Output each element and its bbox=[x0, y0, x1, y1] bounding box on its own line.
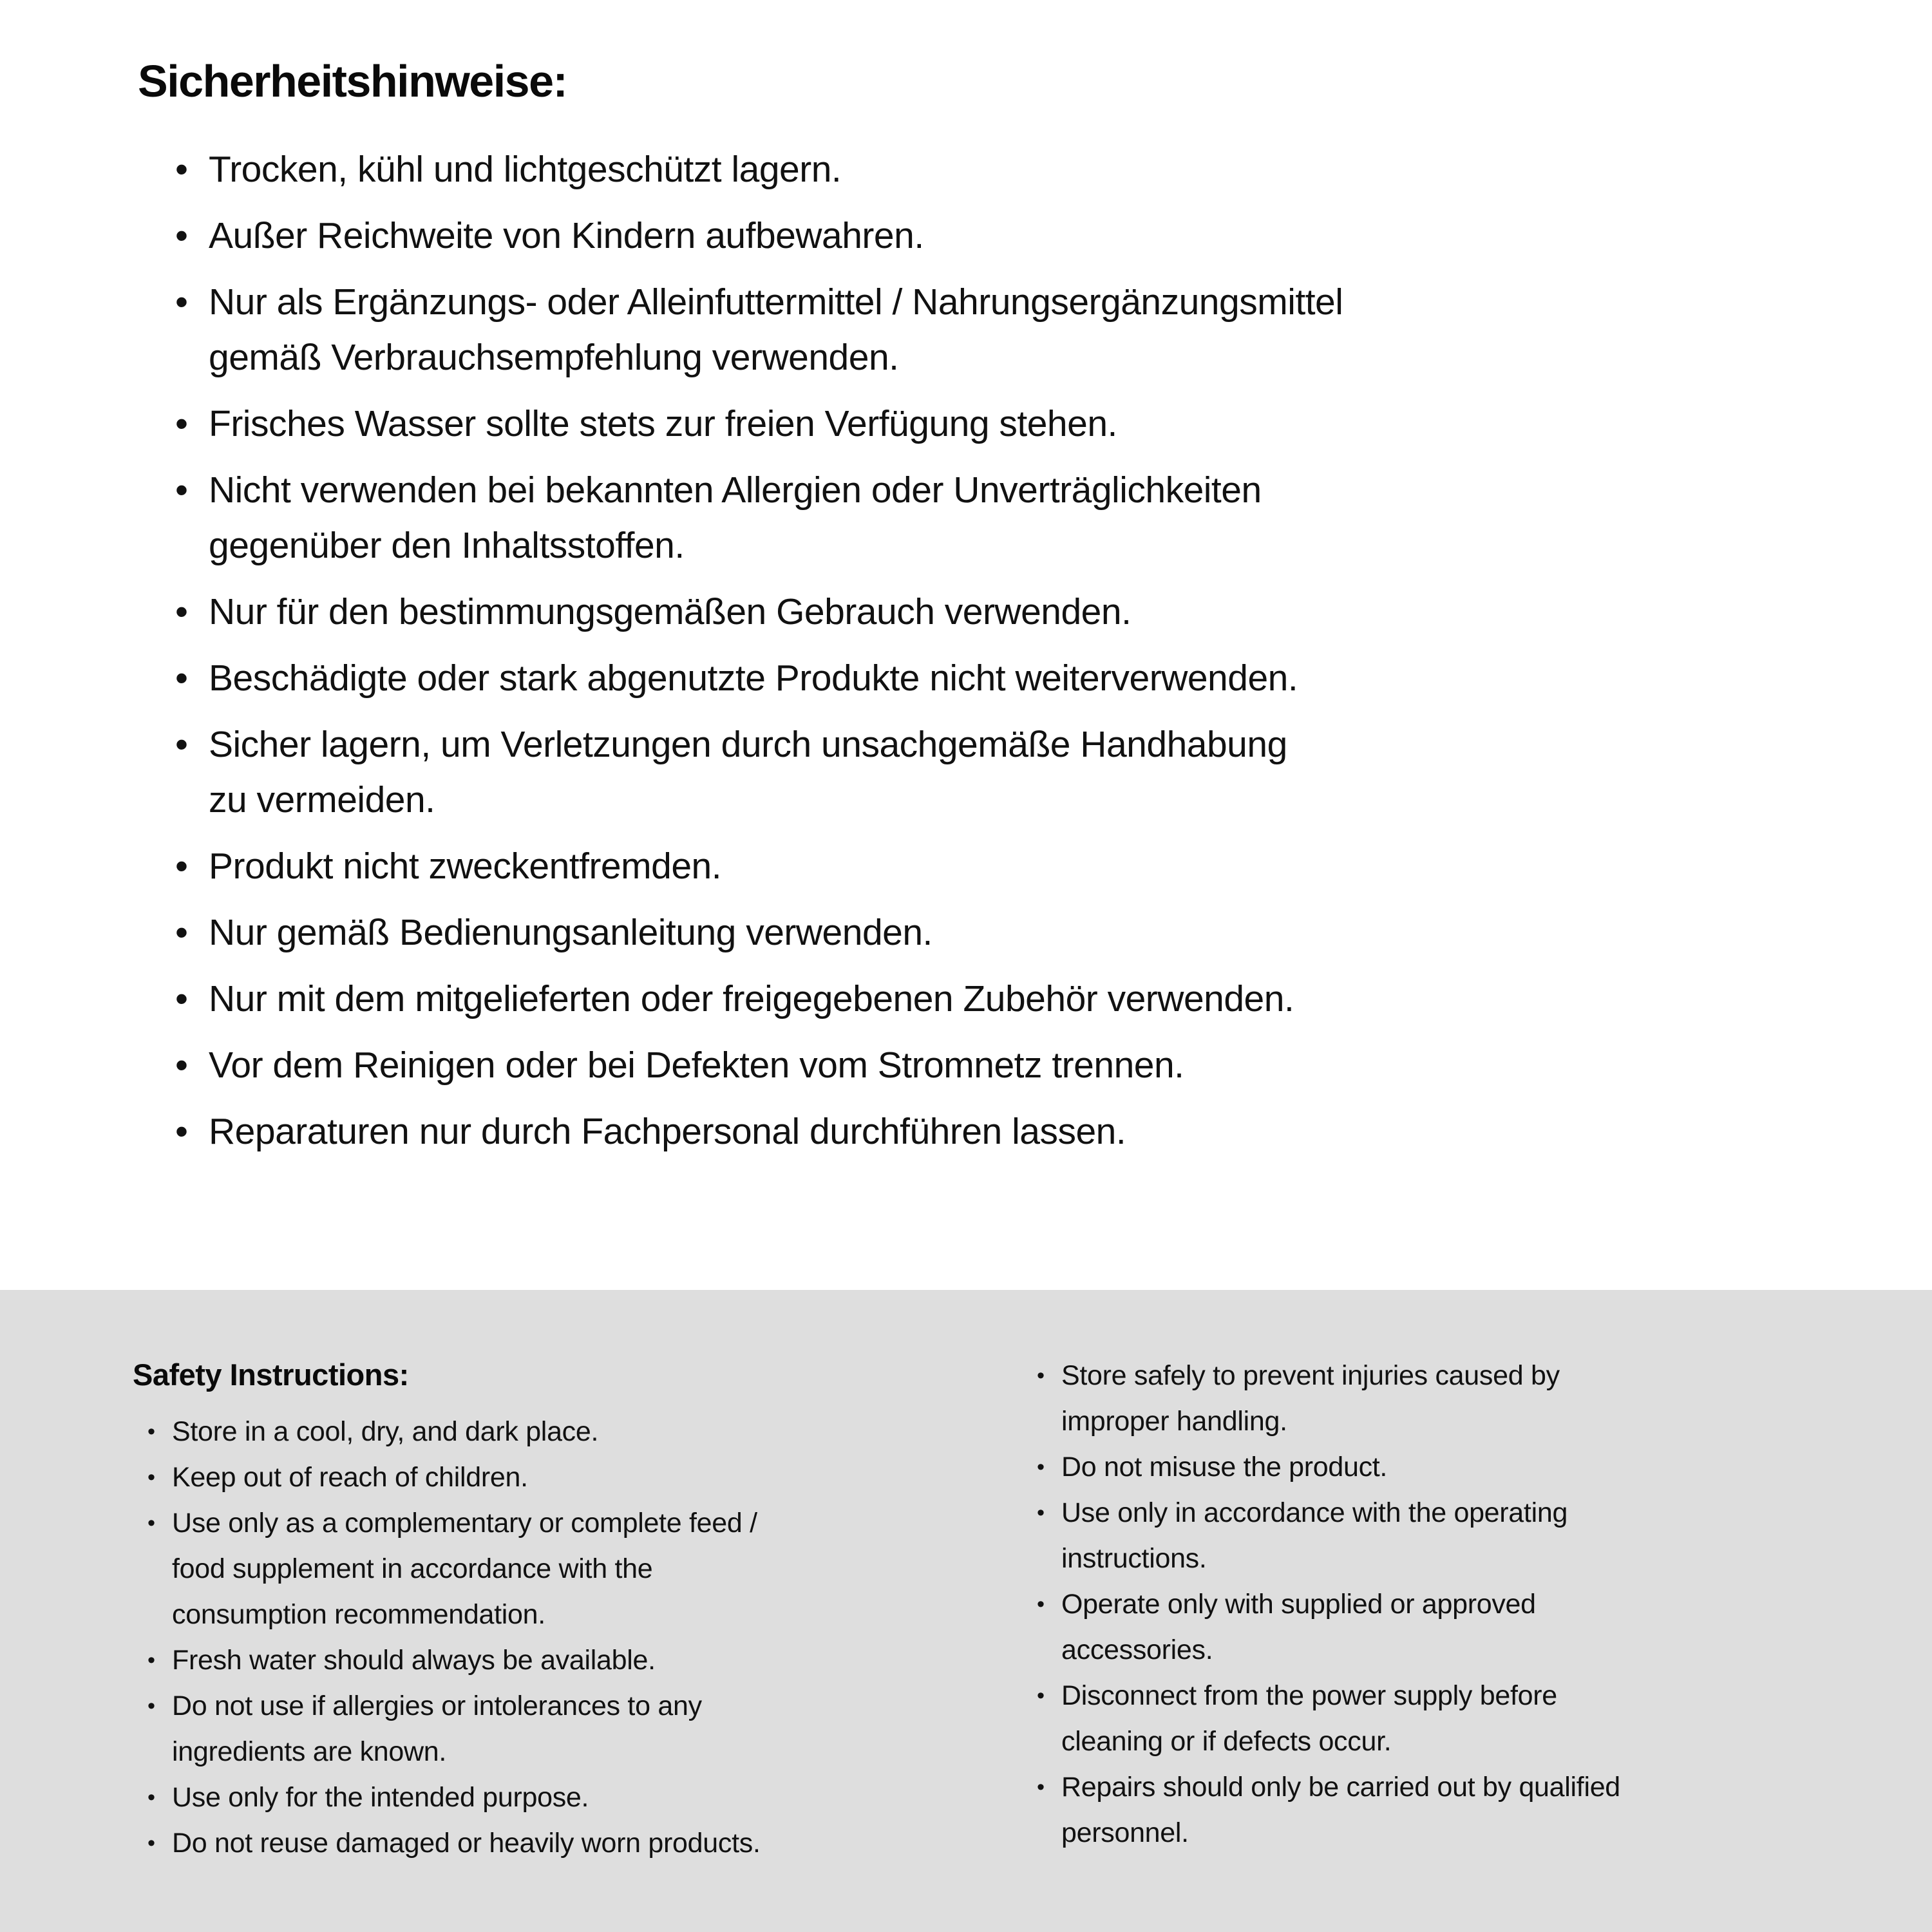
bullet-line: • Disconnect from the power supply before bbox=[1061, 1680, 1557, 1711]
bullet-line: • Vor dem Reinigen oder bei Defekten vom Stromnetz trennen. bbox=[209, 1045, 1184, 1086]
bullet-line: • Do not reuse damaged or heavily worn products. bbox=[172, 1828, 761, 1859]
list-item bbox=[175, 717, 1889, 828]
bullet-line: • Nur für den bestimmungsgemäßen Gebrauch verwenden. bbox=[209, 591, 1132, 632]
list-item bbox=[175, 396, 1889, 451]
list-item bbox=[1037, 1765, 1903, 1856]
bullet-line: • Frisches Wasser sollte stets zur freien Verfügung stehen. bbox=[209, 403, 1117, 444]
list-item bbox=[175, 905, 1889, 960]
list-item bbox=[175, 142, 1889, 197]
list-item bbox=[175, 274, 1889, 385]
list-item bbox=[175, 1037, 1889, 1093]
list-item bbox=[147, 1455, 1033, 1501]
bullet-line: personnel. bbox=[1061, 1817, 1189, 1848]
bullet-line: • Repairs should only be carried out by qualified bbox=[1061, 1772, 1620, 1803]
german-bullet-list bbox=[138, 142, 1889, 1159]
list-item bbox=[1037, 1582, 1903, 1673]
list-item bbox=[1037, 1353, 1903, 1444]
list-item bbox=[175, 462, 1889, 573]
bullet-line: ingredients are known. bbox=[172, 1736, 447, 1767]
list-item bbox=[175, 838, 1889, 894]
bullet-line: • Store in a cool, dry, and dark place. bbox=[172, 1416, 599, 1447]
bullet-line: • Use only in accordance with the operating bbox=[1061, 1497, 1568, 1528]
list-item bbox=[175, 1104, 1889, 1159]
bullet-line: zu vermeiden. bbox=[209, 779, 435, 820]
english-section-band bbox=[0, 1290, 1932, 1932]
german-title: Sicherheitshinweise: bbox=[138, 56, 567, 106]
english-right-column bbox=[1037, 1353, 1903, 1856]
bullet-line: • Use only as a complementary or complete feed / bbox=[172, 1508, 757, 1539]
bullet-line: • Trocken, kühl und lichtgeschützt lagern. bbox=[209, 149, 842, 190]
bullet-line: improper handling. bbox=[1061, 1406, 1287, 1437]
list-item bbox=[175, 650, 1889, 706]
list-item bbox=[175, 971, 1889, 1027]
bullet-line: • Do not misuse the product. bbox=[1061, 1452, 1388, 1482]
german-section bbox=[138, 55, 1889, 1170]
bullet-line: • Use only for the intended purpose. bbox=[172, 1782, 589, 1813]
list-item bbox=[1037, 1444, 1903, 1490]
bullet-line: accessories. bbox=[1061, 1634, 1213, 1665]
bullet-line: • Sicher lagern, um Verletzungen durch unsachgemäße Handhabung bbox=[209, 724, 1287, 765]
list-item bbox=[147, 1683, 1033, 1775]
bullet-line: gemäß Verbrauchsempfehlung verwenden. bbox=[209, 337, 899, 378]
bullet-line: • Beschädigte oder stark abgenutzte Produkte nicht weiterverwenden. bbox=[209, 658, 1298, 699]
bullet-line: food supplement in accordance with the bbox=[172, 1553, 653, 1584]
bullet-line: instructions. bbox=[1061, 1543, 1207, 1574]
bullet-line: gegenüber den Inhaltsstoffen. bbox=[209, 525, 685, 566]
bullet-line: • Nur als Ergänzungs- oder Alleinfuttermittel / Nahrungsergänzungsmittel bbox=[209, 281, 1343, 323]
bullet-line: • Fresh water should always be available. bbox=[172, 1645, 656, 1676]
list-item bbox=[1037, 1673, 1903, 1765]
bullet-line: • Reparaturen nur durch Fachpersonal durchführen lassen. bbox=[209, 1111, 1126, 1152]
bullet-line: • Keep out of reach of children. bbox=[172, 1462, 528, 1493]
list-item bbox=[1037, 1490, 1903, 1582]
list-item bbox=[147, 1409, 1033, 1455]
bullet-line: • Operate only with supplied or approved bbox=[1061, 1589, 1536, 1620]
list-item bbox=[147, 1821, 1033, 1866]
bullet-line: • Außer Reichweite von Kindern aufbewahren. bbox=[209, 215, 924, 256]
bullet-line: • Produkt nicht zweckentfremden. bbox=[209, 846, 722, 887]
bullet-line: • Nur gemäß Bedienungsanleitung verwenden. bbox=[209, 912, 933, 953]
list-item bbox=[147, 1638, 1033, 1683]
list-item bbox=[175, 584, 1889, 639]
bullet-line: cleaning or if defects occur. bbox=[1061, 1726, 1392, 1757]
english-left-column bbox=[131, 1357, 1033, 1866]
list-item bbox=[175, 208, 1889, 263]
list-item bbox=[147, 1775, 1033, 1821]
bullet-line: • Store safely to prevent injuries caused by bbox=[1061, 1360, 1560, 1391]
list-item bbox=[147, 1501, 1033, 1638]
bullet-line: • Nicht verwenden bei bekannten Allergien oder Unverträglichkeiten bbox=[209, 469, 1262, 511]
english-left-bullet-list bbox=[147, 1409, 1033, 1866]
bullet-line: • Do not use if allergies or intolerances to any bbox=[172, 1690, 702, 1721]
bullet-line: • Nur mit dem mitgelieferten oder freigegebenen Zubehör verwenden. bbox=[209, 978, 1294, 1019]
english-right-bullet-list bbox=[1037, 1353, 1903, 1856]
bullet-line: consumption recommendation. bbox=[172, 1599, 545, 1630]
english-title: Safety Instructions: bbox=[133, 1358, 409, 1392]
